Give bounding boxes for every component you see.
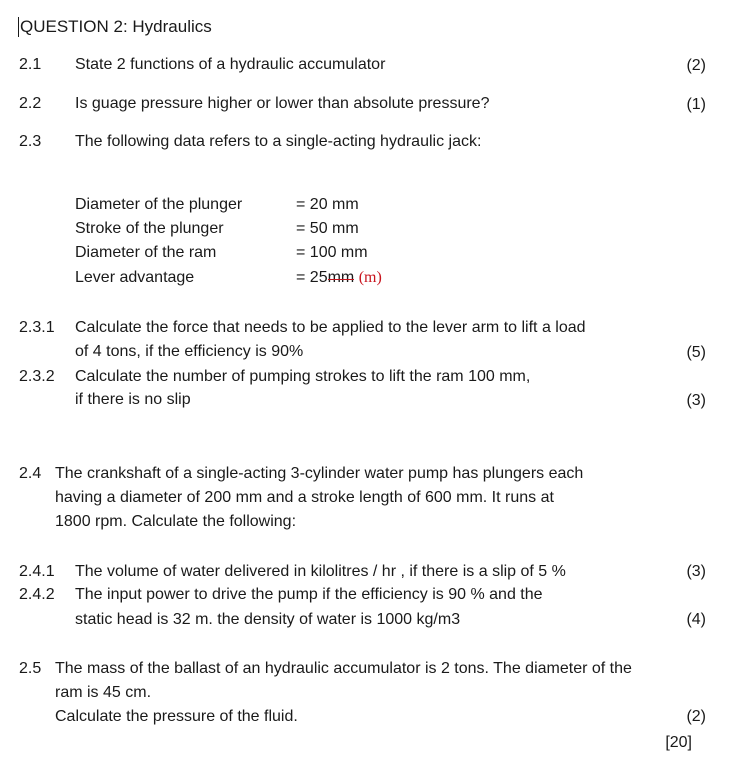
data-row-label: Diameter of the ram: [75, 244, 217, 261]
data-row-value: = 20 mm: [296, 196, 359, 213]
text-cursor: [18, 17, 19, 37]
data-row-label: Stroke of the plunger: [75, 220, 224, 237]
q2-4-line1: The crankshaft of a single-acting 3-cylinder water pump has plungers each: [55, 465, 584, 482]
q2-5-line1: The mass of the ballast of an hydraulic accumulator is 2 tons. The diameter of the: [55, 660, 632, 677]
q2-3-number: 2.3: [19, 133, 42, 150]
q2-3-1-line2: of 4 tons, if the efficiency is 90%: [75, 343, 304, 360]
q2-4-2-line1: The input power to drive the pump if the efficiency is 90 % and the: [75, 586, 543, 603]
q2-4-1-number: 2.4.1: [19, 563, 55, 580]
q2-2-marks: (1): [686, 96, 706, 113]
q2-3-2-line2: if there is no slip: [75, 391, 191, 408]
q2-2-number: 2.2: [19, 95, 42, 112]
q2-5-line2: ram is 45 cm.: [55, 684, 152, 701]
q2-1-marks: (2): [686, 57, 706, 74]
q2-3-1-marks: (5): [686, 344, 706, 361]
handwritten-correction: (m): [358, 269, 382, 286]
q2-3-2-number: 2.3.2: [19, 368, 55, 385]
q2-3-text: The following data refers to a single-acting hydraulic jack:: [75, 133, 482, 150]
question-title: [18, 17, 212, 37]
q2-5-line3: Calculate the pressure of the fluid.: [55, 708, 298, 725]
data-row-value: = 50 mm: [296, 220, 359, 237]
q2-4-1-marks: (3): [686, 563, 706, 580]
q2-4-1-text: The volume of water delivered in kilolitres / hr , if there is a slip of 5 %: [75, 563, 566, 580]
q2-5-marks: (2): [686, 708, 706, 725]
q2-3-1-line1: Calculate the force that needs to be applied to the lever arm to lift a load: [75, 319, 586, 336]
question-title-text: QUESTION 2: Hydraulics: [20, 17, 212, 36]
struck-unit: mm: [327, 269, 355, 286]
q2-4-line3: 1800 rpm. Calculate the following:: [55, 513, 297, 530]
q2-3-2-marks: (3): [686, 392, 706, 409]
q2-1-number: 2.1: [19, 56, 42, 73]
data-row-label: Diameter of the plunger: [75, 196, 243, 213]
data-row-label: Lever advantage: [75, 269, 195, 286]
q2-4-2-line2: static head is 32 m. the density of water is 1000 kg/m3: [75, 611, 461, 628]
q2-2-text: Is guage pressure higher or lower than absolute pressure?: [75, 95, 490, 112]
q2-4-number: 2.4: [19, 465, 42, 482]
data-row-value: = 100 mm: [296, 244, 368, 261]
total-marks: [20]: [665, 734, 692, 751]
q2-3-2-line1: Calculate the number of pumping strokes to lift the ram 100 mm,: [75, 368, 531, 385]
q2-4-2-number: 2.4.2: [19, 586, 55, 603]
q2-3-1-number: 2.3.1: [19, 319, 55, 336]
q2-1-text: State 2 functions of a hydraulic accumulator: [75, 56, 386, 73]
lever-value: = 25: [296, 269, 328, 286]
q2-4-line2: having a diameter of 200 mm and a stroke length of 600 mm. It runs at: [55, 489, 554, 506]
q2-5-number: 2.5: [19, 660, 42, 677]
data-row-value: [296, 268, 382, 288]
q2-4-2-marks: (4): [686, 611, 706, 628]
